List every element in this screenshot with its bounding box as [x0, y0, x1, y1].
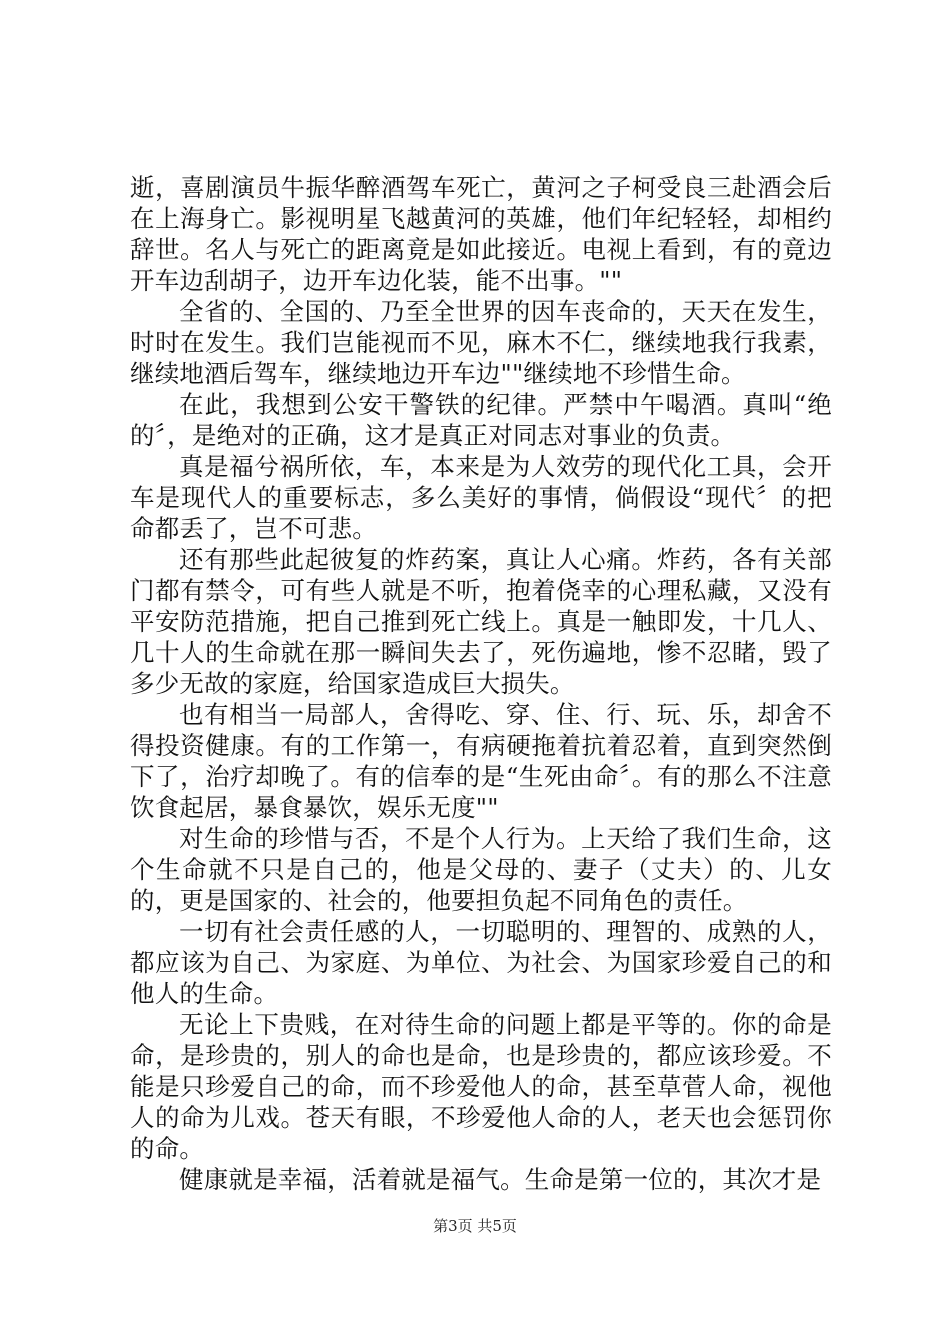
paragraph-7: 对生命的珍惜与否，不是个人行为。上天给了我们生命，这个生命就不只是自己的，他是父母的、妻子（丈夫）的、儿女的，更是国家的、社会的，他要担负起不同角色的责任。	[130, 824, 832, 915]
paragraph-5: 还有那些此起彼复的炸药案，真让人心痛。炸药，各有关部门都有禁令，可有些人就是不听，抱着侥幸的心理私藏，又没有平安防范措施，把自己推到死亡线上。真是一触即发，十几人、几十人的生命就在那一瞬间失去了，死伤遍地，惨不忍睹，毁了多少无故的家庭，给国家造成巨大损失。	[130, 545, 832, 698]
paragraph-2: 全省的、全国的、乃至全世界的因车丧命的，天天在发生，时时在发生。我们岂能视而不见，麻木不仁，继续地我行我素，继续地酒后驾车，继续地边开车边""继续地不珍惜生命。	[130, 297, 832, 388]
paragraph-4: 真是福兮祸所依，车，本来是为人效劳的现代化工具，会开车是现代人的重要标志，多么美好的事情，倘假设“现代〞的把命都丢了，岂不可悲。	[130, 452, 832, 543]
document-body	[130, 172, 832, 1195]
paragraph-8: 一切有社会责任感的人，一切聪明的、理智的、成熟的人，都应该为自己、为家庭、为单位、为社会、为国家珍爱自己的和他人的生命。	[130, 917, 832, 1008]
paragraph-10: 健康就是幸福，活着就是福气。生命是第一位的，其次才是	[179, 1165, 822, 1194]
paragraph-9: 无论上下贵贱，在对待生命的问题上都是平等的。你的命是命，是珍贵的，别人的命也是命，也是珍贵的，都应该珍爱。不能是只珍爱自己的命，而不珍爱他人的命，甚至草菅人命，视他人的命为儿戏。苍天有眼，不珍爱他人命的人，老天也会惩罚你的命。	[130, 1010, 832, 1163]
paragraph-6: 也有相当一局部人，舍得吃、穿、住、行、玩、乐，却舍不得投资健康。有的工作第一，有病硬拖着抗着忍着，直到突然倒下了，治疗却晚了。有的信奉的是“生死由命〞。有的那么不注意饮食起居，暴食暴饮，娱乐无度""	[130, 700, 832, 822]
page-footer: 第3页 共5页	[433, 1217, 517, 1235]
paragraph-1: 逝，喜剧演员牛振华醉酒驾车死亡，黄河之子柯受良三赴酒会后在上海身亡。影视明星飞越黄河的英雄，他们年纪轻轻，却相约辞世。名人与死亡的距离竟是如此接近。电视上看到，有的竟边开车边刮胡子，边开车边化装，能不出事。""	[130, 173, 832, 295]
paragraph-3: 在此，我想到公安干警铁的纪律。严禁中午喝酒。真叫“绝的〞，是绝对的正确，这才是真正对同志对事业的负责。	[130, 390, 832, 450]
